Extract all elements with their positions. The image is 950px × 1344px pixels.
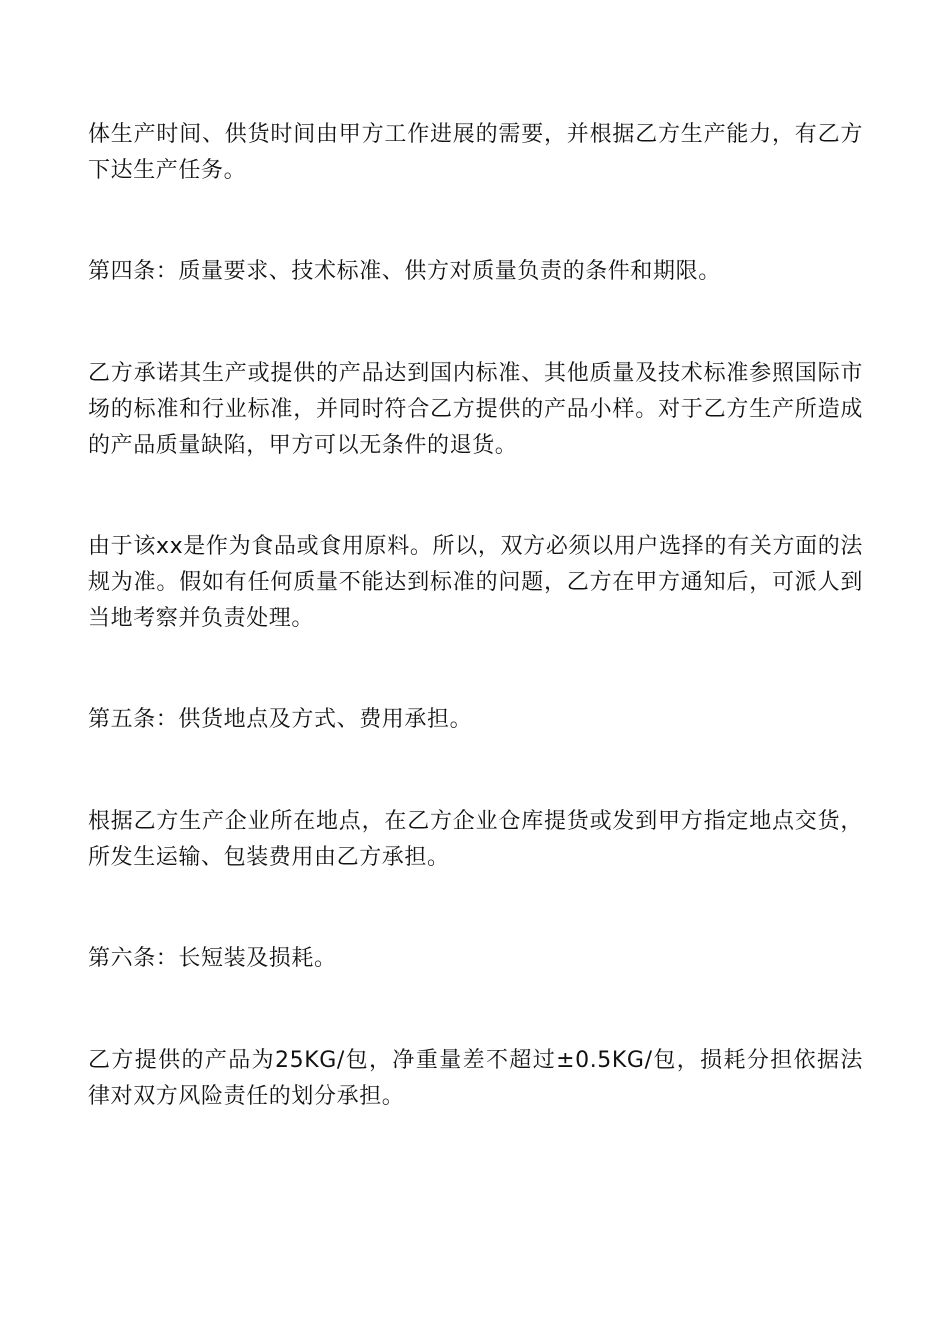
article-5-heading: 第五条：供货地点及方式、费用承担。 [88,707,473,732]
paragraph-food-regulations: 由于该xx是作为食品或食用原料。所以，双方必须以用户选择的有关方面的法规为准。假如有任何质量不能达到标准的问题，乙方在甲方通知后，可派人到当地考察并负责处理。 [88,534,863,631]
paragraph-production-schedule: 体生产时间、供货时间由甲方工作进展的需要，并根据乙方生产能力，有乙方下达生产任务。 [88,122,863,183]
paragraph-delivery-location: 根据乙方生产企业所在地点，在乙方企业仓库提货或发到甲方指定地点交货，所发生运输、包装费用由乙方承担。 [88,809,863,870]
document-page [88,117,863,1115]
paragraph-quality-commitment: 乙方承诺其生产或提供的产品达到国内标准、其他质量及技术标准参照国际市场的标准和行业标准，并同时符合乙方提供的产品小样。对于乙方生产所造成的产品质量缺陷，甲方可以无条件的退货。 [88,361,863,458]
article-6-heading: 第六条：长短装及损耗。 [88,946,337,971]
article-4-heading: 第四条：质量要求、技术标准、供方对质量负责的条件和期限。 [88,259,721,284]
paragraph-packaging-loss: 乙方提供的产品为25KG/包，净重量差不超过±0.5KG/包，损耗分担依据法律对双方风险责任的划分承担。 [88,1048,863,1109]
